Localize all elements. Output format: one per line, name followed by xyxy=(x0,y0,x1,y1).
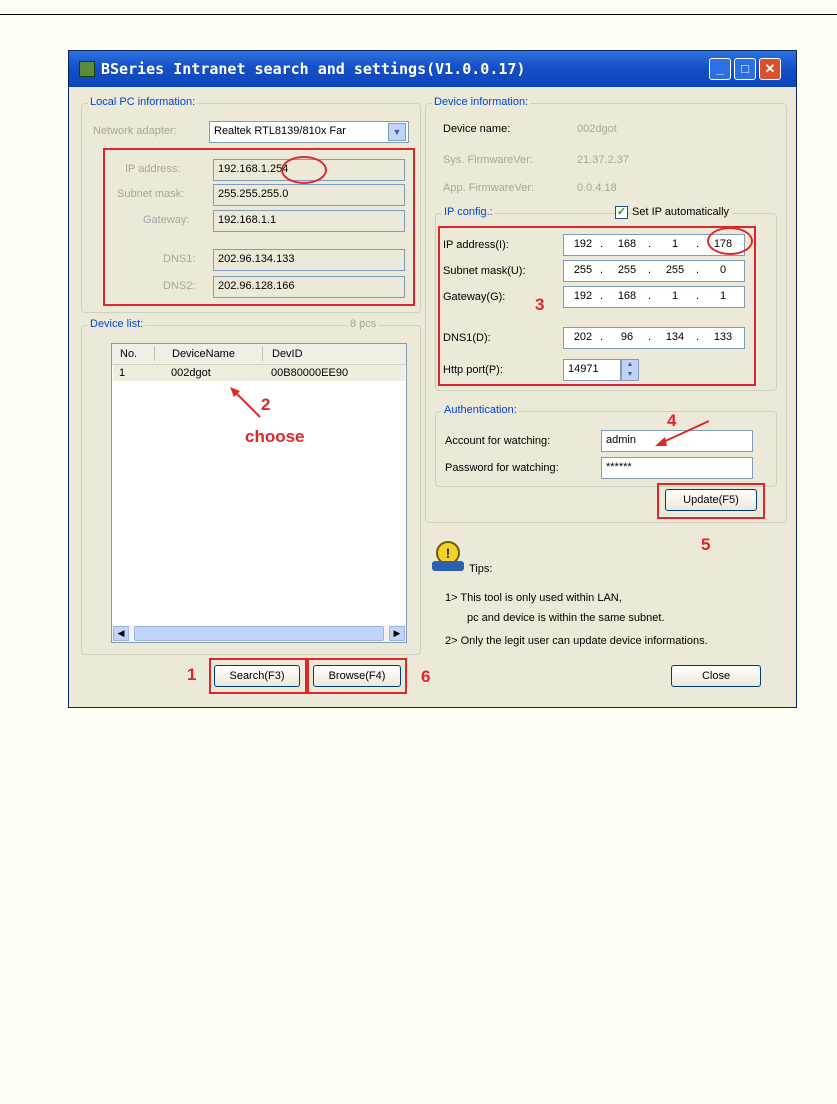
password-input[interactable]: ****** xyxy=(601,457,753,479)
row-device-name: 002dgot xyxy=(171,367,211,379)
row-no: 1 xyxy=(119,367,126,379)
account-input[interactable]: admin xyxy=(601,430,753,452)
maximize-button[interactable]: □ xyxy=(734,58,756,80)
search-button[interactable]: Search(F3) xyxy=(214,665,300,687)
mask-octet-4[interactable]: 0 xyxy=(719,264,727,276)
set-ip-auto-checkbox[interactable]: ✓ xyxy=(616,206,627,218)
gateway-octet-3[interactable]: 1 xyxy=(671,290,679,302)
pc-dns2-field: 202.96.128.166 xyxy=(213,276,405,298)
pc-mask-label: Subnet mask: xyxy=(117,188,185,200)
sys-firmware-label: Sys. FirmwareVer: xyxy=(443,154,533,166)
ip-address-label: IP address(I): xyxy=(443,239,509,251)
tips-line-3: 2> Only the legit user can update device informations. xyxy=(445,635,708,647)
mask-dot: . xyxy=(648,264,652,276)
tips-title: Tips: xyxy=(469,563,493,575)
dns1-dot: . xyxy=(648,331,652,343)
dns1-octet-1[interactable]: 202 xyxy=(573,331,593,343)
pc-mask-field: 255.255.255.0 xyxy=(213,184,405,206)
ip-dot: . xyxy=(600,238,604,250)
annotation-6: 6 xyxy=(421,667,431,686)
row-device-id: 00B80000EE90 xyxy=(271,367,349,379)
network-adapter-label: Network adapter: xyxy=(93,125,177,137)
tips-line-2: pc and device is within the same subnet. xyxy=(467,612,665,624)
annotation-box-local-pc xyxy=(103,148,415,306)
bulb-base-icon xyxy=(432,561,464,571)
mask-dot: . xyxy=(600,264,604,276)
gateway-octet-2[interactable]: 168 xyxy=(617,290,637,302)
col-separator xyxy=(154,346,155,361)
browse-button[interactable]: Browse(F4) xyxy=(313,665,401,687)
dns1-octet-3[interactable]: 134 xyxy=(665,331,685,343)
ip-octet-3[interactable]: 1 xyxy=(671,238,679,250)
chevron-down-icon[interactable]: ▼ xyxy=(388,123,406,141)
col-devicename[interactable]: DeviceName xyxy=(172,348,235,360)
update-button[interactable]: Update(F5) xyxy=(665,489,757,511)
gateway-octet-4[interactable]: 1 xyxy=(719,290,727,302)
pc-gateway-field: 192.168.1.1 xyxy=(213,210,405,232)
annotation-4: 4 xyxy=(667,411,677,430)
device-count: 8 pcs xyxy=(350,318,377,330)
gateway-octet-1[interactable]: 192 xyxy=(573,290,593,302)
http-port-spinner-icon[interactable]: ▲ ▼ xyxy=(621,359,639,381)
gateway-label: Gateway(G): xyxy=(443,291,506,303)
mask-octet-2[interactable]: 255 xyxy=(617,264,637,276)
annotation-2: 2 xyxy=(261,395,271,414)
pc-ip-field: 192.168.1.254 xyxy=(213,159,405,181)
ip-octet-4[interactable]: 178 xyxy=(713,238,733,250)
account-label: Account for watching: xyxy=(445,435,551,447)
ip-octet-1[interactable]: 192 xyxy=(573,238,593,250)
annotation-box-browse xyxy=(307,658,407,694)
gateway-dot: . xyxy=(696,290,700,302)
gateway-dot: . xyxy=(648,290,652,302)
dns1-dot: . xyxy=(600,331,604,343)
network-adapter-select[interactable] xyxy=(209,121,409,143)
annotation-box-ip-config xyxy=(438,226,756,386)
ip-octet-2[interactable]: 168 xyxy=(617,238,637,250)
network-adapter-value: Realtek RTL8139/810x Far xyxy=(214,125,346,137)
close-window-button[interactable]: ✕ xyxy=(759,58,781,80)
window-title: BSeries Intranet search and settings(V1.0.0.17) xyxy=(101,60,526,78)
dns1-octet-4[interactable]: 133 xyxy=(713,331,733,343)
annotation-1: 1 xyxy=(187,665,197,684)
scroll-thumb[interactable] xyxy=(134,626,384,641)
app-firmware-label: App. FirmwareVer: xyxy=(443,182,535,194)
title-bar[interactable] xyxy=(69,51,796,87)
device-info-group-label: Device information: xyxy=(434,96,529,108)
device-list-group-label: Device list: xyxy=(90,318,144,330)
password-label: Password for watching: xyxy=(445,462,559,474)
minimize-button[interactable]: _ xyxy=(709,58,731,80)
mask-octet-1[interactable]: 255 xyxy=(573,264,593,276)
annotation-choose: choose xyxy=(245,427,305,446)
ip-config-group-label: IP config.: xyxy=(444,206,493,218)
annotation-box-search xyxy=(209,658,307,694)
device-name-label: Device name: xyxy=(443,123,511,135)
col-devid[interactable]: DevID xyxy=(272,348,303,360)
col-no[interactable]: No. xyxy=(120,348,138,360)
http-port-label: Http port(P): xyxy=(443,364,503,376)
ip-dot: . xyxy=(648,238,652,250)
app-firmware-value: 0.0.4.18 xyxy=(577,182,617,194)
http-port-input[interactable]: 14971 xyxy=(563,359,621,381)
pc-dns2-label: DNS2: xyxy=(163,280,196,292)
pc-dns1-label: DNS1: xyxy=(163,253,196,265)
authentication-group-label: Authentication: xyxy=(444,404,517,416)
annotation-box-update xyxy=(657,483,765,519)
pc-dns1-field: 202.96.134.133 xyxy=(213,249,405,271)
app-icon xyxy=(79,61,95,77)
mask-dot: . xyxy=(696,264,700,276)
device-list-header xyxy=(112,344,406,365)
local-pc-group-label: Local PC information: xyxy=(90,96,196,108)
annotation-arrow-2 xyxy=(224,381,264,421)
ip-dot: . xyxy=(696,238,700,250)
bulb-icon: ! xyxy=(436,541,460,565)
subnet-mask-label: Subnet mask(U): xyxy=(443,265,526,277)
horizontal-scrollbar[interactable] xyxy=(112,625,406,642)
set-ip-auto-label[interactable]: Set IP automatically xyxy=(632,206,732,218)
dns1-dot: . xyxy=(696,331,700,343)
tips-line-1: 1> This tool is only used within LAN, xyxy=(445,592,622,604)
pc-gateway-label: Gateway: xyxy=(143,214,190,226)
annotation-circle-device-ip xyxy=(707,227,753,255)
pc-ip-label: IP address: xyxy=(125,163,181,175)
dns1-octet-2[interactable]: 96 xyxy=(620,331,634,343)
annotation-arrow-4 xyxy=(649,417,713,451)
dns1-label: DNS1(D): xyxy=(443,332,491,344)
close-button[interactable]: Close xyxy=(671,665,761,687)
app-window xyxy=(68,50,797,708)
gateway-dot: . xyxy=(600,290,604,302)
table-row[interactable] xyxy=(113,365,405,381)
mask-octet-3[interactable]: 255 xyxy=(665,264,685,276)
col-separator xyxy=(262,346,263,361)
scroll-right-icon[interactable]: ▶ xyxy=(389,626,405,641)
scroll-left-icon[interactable]: ◀ xyxy=(113,626,129,641)
page-top-rule xyxy=(0,14,837,15)
annotation-circle-pc-ip xyxy=(281,156,327,184)
annotation-3: 3 xyxy=(535,295,545,314)
device-name-value: 002dgot xyxy=(577,123,617,135)
sys-firmware-value: 21.37.2.37 xyxy=(577,154,629,166)
annotation-5: 5 xyxy=(701,535,711,554)
